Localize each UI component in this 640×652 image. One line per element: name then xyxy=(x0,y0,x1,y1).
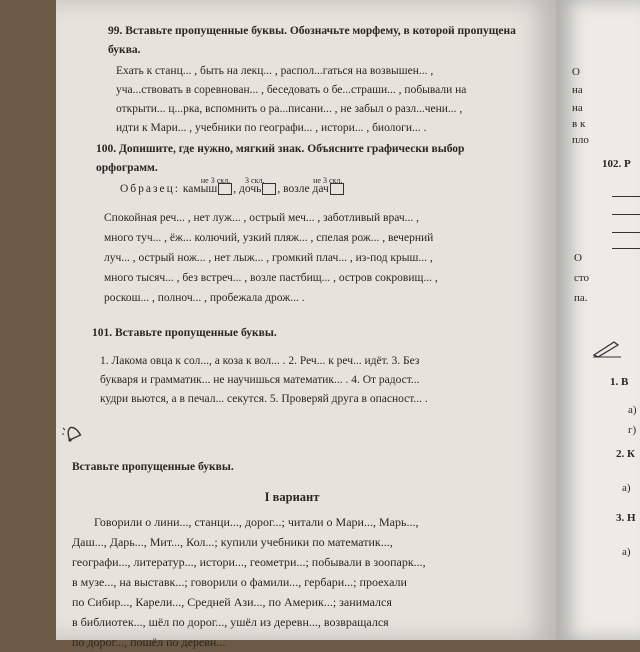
text-line: много тысяч... , без встреч... , возле пастбищ... , остров сокровищ... , xyxy=(104,272,438,284)
text-line: идти к Мари... , учебники по географи... , истори... , биологи... . xyxy=(116,122,427,134)
text-line: много туч... , ёж... колючий, узкий пляж... , спелая рож... , вечерний xyxy=(104,232,434,244)
sample-word: камыш xyxy=(182,183,218,195)
text-line: 1. Лакома овца к сол..., а коза к вол... . 2. Реч... к реч... идёт. 3. Без xyxy=(100,355,420,367)
text-line: по Сибир..., Карели..., Средней Ази..., по Америк...; занимался xyxy=(72,595,392,609)
right-fragment: сто xyxy=(574,272,590,284)
text-line: Даш..., Дарь..., Мит..., Кол...; купили учебники по математик..., xyxy=(72,535,393,549)
right-fragment: О xyxy=(574,252,582,264)
task-body xyxy=(72,512,522,652)
right-fragment: пло xyxy=(572,134,589,146)
exercise-100-heading: 100. Допишите, где нужно, мягкий знак. Объясните графически выбор орфограмм. xyxy=(96,143,465,174)
right-fragment: 1. В xyxy=(610,376,629,388)
text-line: в библиотек..., шёл по дорог..., ушёл из деревн..., возвращался xyxy=(72,615,389,629)
right-fragment: на xyxy=(572,102,583,114)
right-fragment: 2. К xyxy=(616,448,635,460)
task-heading: Вставьте пропущенные буквы. xyxy=(72,461,234,473)
right-fragment: О xyxy=(572,66,580,78)
right-fragment: а) xyxy=(622,482,631,494)
exercise-100-body xyxy=(104,208,528,308)
text-line: Говорили о лини..., станци..., дорог...; читали о Мари..., Марь..., xyxy=(94,515,419,529)
right-page xyxy=(556,0,640,640)
text-line: Спокойная реч... , нет луж... , острый меч... , заботливый врач... , xyxy=(104,212,420,224)
exercise-101-heading: 101. Вставьте пропущенные буквы. xyxy=(92,327,277,339)
right-fragment: а) xyxy=(628,404,637,416)
text-line: географи..., литератур..., истори..., геометри...; побывали в зоопарк..., xyxy=(72,555,426,569)
text-line: в музе..., на выставк...; говорили о фамили..., гербари...; проехали xyxy=(72,575,407,589)
right-fragment: па. xyxy=(574,292,588,304)
sample-note: 3 скл. xyxy=(245,176,265,185)
right-fragment: а) xyxy=(622,546,631,558)
text-line: Ехать к станц... , быть на лекц... , распол...гаться на возвышен... , xyxy=(116,65,434,77)
right-fragment: 102. Р xyxy=(602,158,631,170)
sample-note: не 3 скл. xyxy=(200,176,231,185)
sample-word: возле дач xyxy=(283,183,329,195)
text-line: открыти... ц...рка, вспомнить о ра...писани... , не забыл о разл...чени... , xyxy=(116,103,463,115)
text-line: букваря и грамматик... не научишься математик... . 4. От радост... xyxy=(100,374,420,386)
exercise-100-sample: Образец: не 3 скл. камыш , 3 скл. дочь , не 3 скл. возле дач xyxy=(120,180,528,199)
pencil-icon xyxy=(592,338,622,358)
text-line: уча...ствовать в соревнован... , беседовать о бе...страши... , побывали на xyxy=(116,84,467,96)
sample-note: не 3 скл. xyxy=(313,176,343,185)
morpheme-box xyxy=(262,183,276,195)
text-line: роскош... , полноч... , пробежала дрож... . xyxy=(104,292,305,304)
exercise-99-body xyxy=(116,62,528,138)
right-fragment: на xyxy=(572,84,583,96)
sample-label: Образец: xyxy=(120,183,181,195)
right-fragment: г) xyxy=(628,424,637,436)
right-fragment: 3. Н xyxy=(616,512,636,524)
exercise-101-body xyxy=(100,352,528,409)
text-line: кудри вьются, а в печал... секутся. 5. Проверяй друга в опасност... . xyxy=(100,393,428,405)
right-fragment: в к xyxy=(572,118,586,130)
exercise-99-heading: 99. Вставьте пропущенные буквы. Обозначьте морфему, в которой пропущена буква. xyxy=(108,25,516,56)
sample-word: дочь xyxy=(239,183,262,195)
bell-icon xyxy=(62,422,84,444)
text-line: луч... , острый нож... , нет лыж... , громкий плач... , из-под крыш... , xyxy=(104,252,433,264)
variant-title: I вариант xyxy=(264,490,320,504)
text-line: по дорог..., пошёл по деревн... xyxy=(72,635,226,649)
